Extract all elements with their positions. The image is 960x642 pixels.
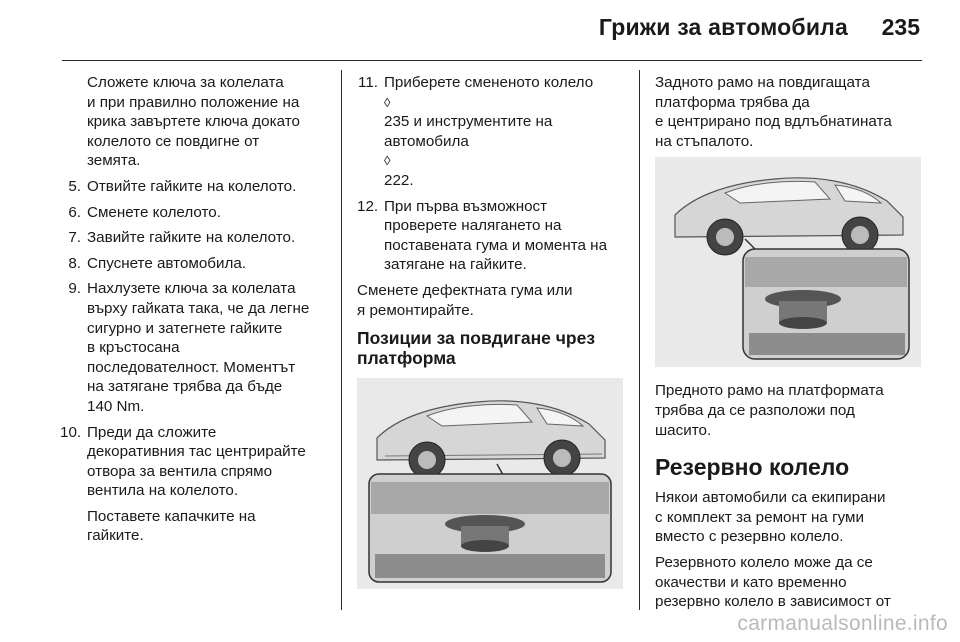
page-reference-icon[interactable]: ◊ [384,94,391,110]
front-lift-illustration [655,157,921,367]
page-number: 235 [881,14,920,40]
column-1 [60,73,330,552]
step-4-continued: Сложете ключа за колелата и при правилно положение на крика завъртете ключа докато колелото се повдигне от земята. [87,74,300,170]
section-title: Грижи за автомобила [598,14,848,40]
car-lift-diagram [357,378,623,589]
header-rule [62,60,922,61]
step-12: 12. При първа възможност проверете налягането на поставената гума и момента на затягане на гайките. [357,197,608,274]
spare-wheel-text-2: Резервното колело може да се окачестви и като временно резервно колело в зависимост от [655,553,891,611]
step-10: 10. Преди да сложите декоративния тас центрирайте отвора за вентила спрямо вентила на колелото. [60,423,306,500]
rear-lift-illustration [357,378,623,589]
watermark: carmanualsonline.info [737,612,948,635]
step-11: 11. Приберете смененото колело ◊ 235 и инструментите на автомобила ◊ 222. [357,73,625,191]
page-header [0,0,960,66]
front-arm-text: Предното рамо на платформата трябва да се разположи под шасито. [655,382,884,439]
rear-arm-text: Задното рамо на повдигащата платформа трябва да е центрирано под вдлъбнатината на стъпалото. [655,74,892,150]
defective-tyre-note: Сменете дефектната гума или я ремонтирайте. [357,281,573,319]
car-lift-diagram [655,157,921,367]
column-3 [655,73,923,618]
column-divider-2 [639,70,640,610]
column-divider-1 [341,70,342,610]
step-5: 5. Отвийте гайките на колелото. [68,177,297,195]
spare-wheel-heading: Резервно колело [655,454,850,481]
step-7: 7. Завийте гайките на колелото. [68,229,296,247]
column-2 [357,73,625,599]
page-reference-icon[interactable]: ◊ [384,153,391,169]
step-6: 6. Сменете колелото. [68,203,221,221]
step-9: 9. Нахлузете ключа за колелата върху гайката така, че да легне сигурно и затегнете гайките в кръстосана последователност. Моментът на затягане трябва да бъде 140 Nm. [68,280,310,415]
step-10-note: Поставете капачките на гайките. [87,507,256,545]
step-8: 8. Спуснете автомобила. [68,254,247,272]
lifting-positions-heading: Позиции за повдигане чрез платформа [357,328,596,369]
spare-wheel-text-1: Някои автомобили са екипирани с комплект за ремонт на гуми вместо с резервно колело. [655,489,886,546]
